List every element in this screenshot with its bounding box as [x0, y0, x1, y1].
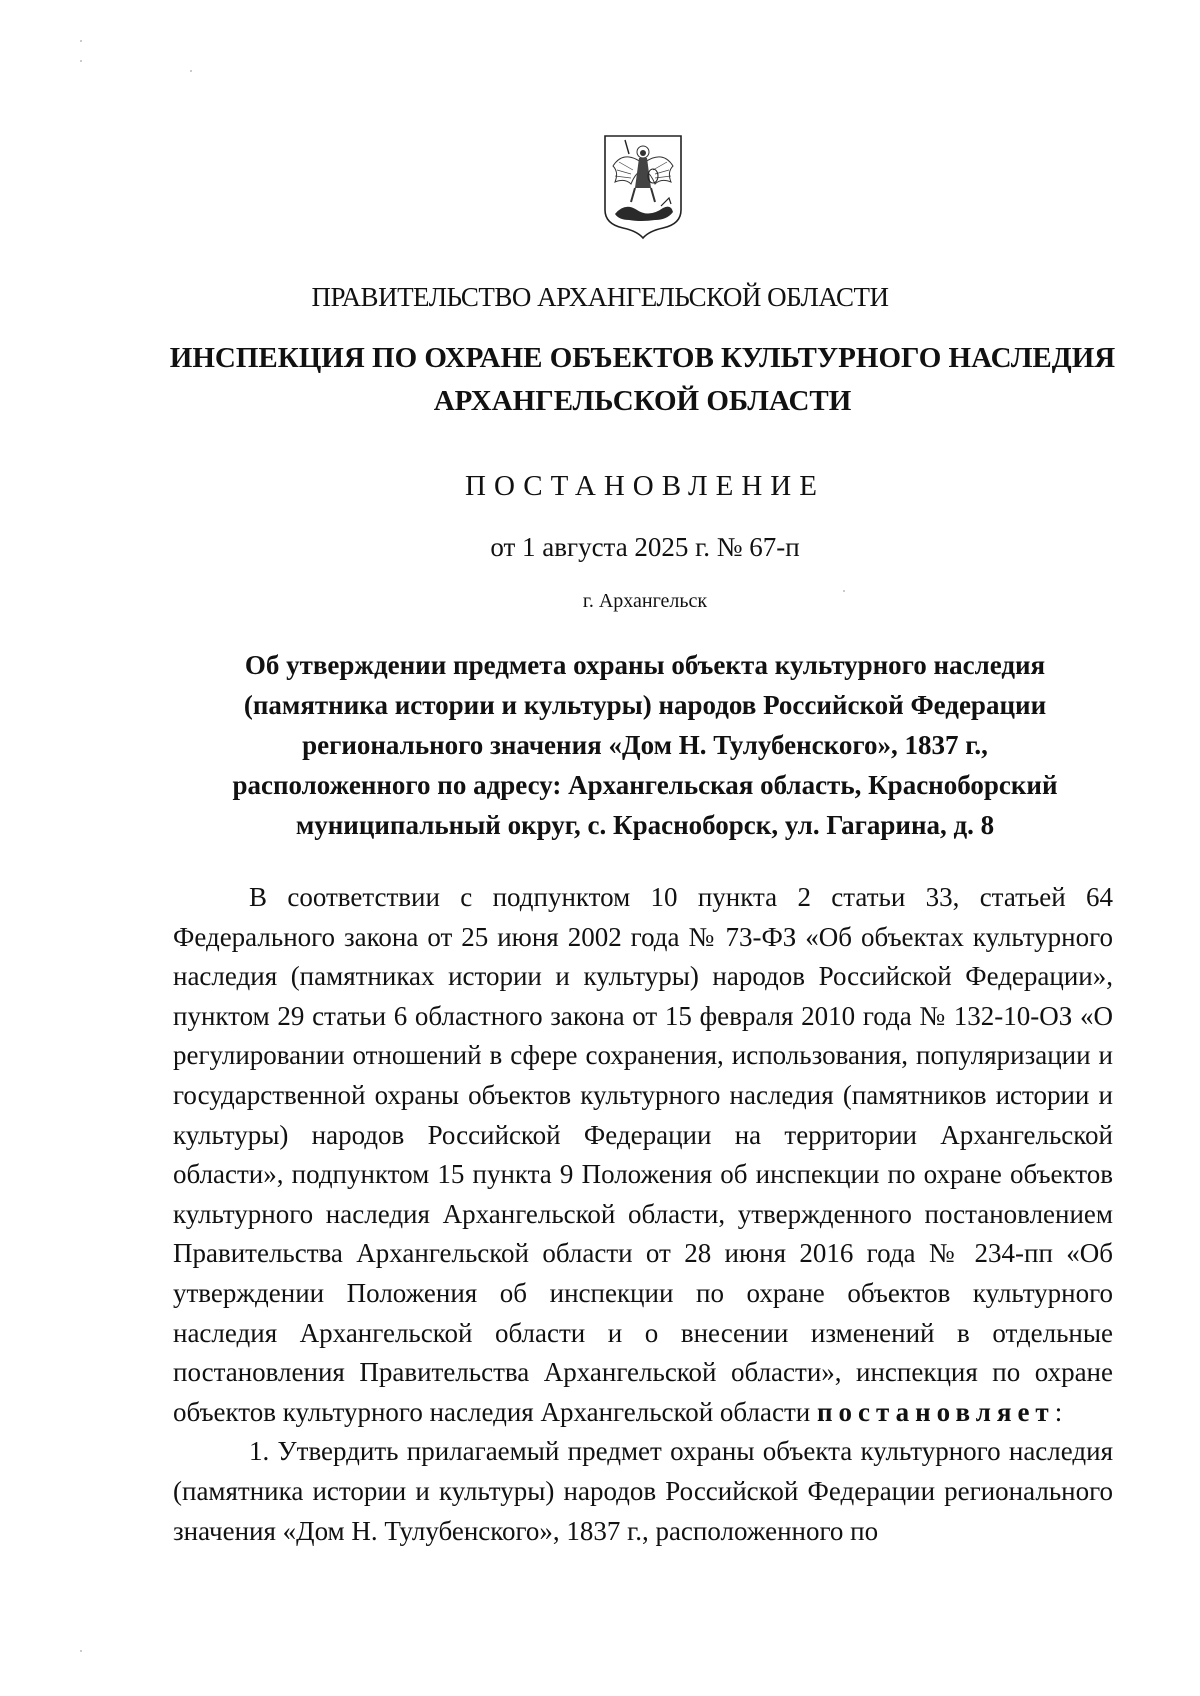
document-type: ПОСТАНОВЛЕНИЕ	[465, 470, 825, 502]
document-date-number: от 1 августа 2025 г. № 67-п	[490, 532, 800, 562]
document-place: г. Архангельск	[582, 590, 708, 612]
title-line-3: регионального значения «Дом Н. Тулубенского», 1837 г.,	[302, 730, 988, 760]
inspection-line-2: АРХАНГЕЛЬСКОЙ ОБЛАСТИ	[433, 385, 852, 417]
scan-speck	[843, 590, 845, 592]
scan-speck	[190, 70, 192, 72]
decree-word: постановляет	[816, 1396, 1055, 1427]
item-1-paragraph	[173, 1432, 1113, 1551]
item-1-text: 1. Утвердить прилагаемый предмет охраны объекта культурного наследия (памятника истории и культуры) народов Российской Федерации регионального значения «Дом Н. Тулубенского», 1837 г., расположенного по	[173, 1436, 1113, 1546]
inspection-line-1: ИНСПЕКЦИЯ ПО ОХРАНЕ ОБЪЕКТОВ КУЛЬТУРНОГО НАСЛЕДИЯ	[169, 342, 1116, 374]
inspection-name	[160, 337, 1125, 423]
scan-speck	[80, 1650, 82, 1652]
preamble-paragraph	[173, 878, 1113, 1432]
title-line-5: муниципальный округ, с. Красноборск, ул. Гагарина, д. 8	[295, 810, 995, 840]
government-name: ПРАВИТЕЛЬСТВО АРХАНГЕЛЬСКОЙ ОБЛАСТИ	[311, 282, 889, 312]
scan-speck	[80, 60, 82, 62]
document-body	[173, 878, 1113, 1551]
title-line-2: (памятника истории и культуры) народов Российской Федерации	[243, 690, 1047, 720]
title-line-1: Об утверждении предмета охраны объекта культурного наследия	[244, 650, 1046, 680]
document-title	[200, 645, 1090, 845]
coat-of-arms-icon	[601, 132, 685, 240]
decree-colon: :	[1054, 1396, 1063, 1427]
preamble-text: В соответствии с подпунктом 10 пункта 2 статьи 33, статьей 64 Федерального закона от 25 июня 2002 года № 73-ФЗ «Об объектах культурного наследия (памятниках истории и культуры) народов Российской Федерации», пунктом 29 статьи 6 областного закона от 15 февраля 2010 года № 132-10-ОЗ «О регулировании отношений в сфере сохранения, использования, популяризации и государственной охраны объектов культурного наследия (памятников истории и культуры) народов Российской Федерации на территории Архангельской области», подпунктом 15 пункта 9 Положения об инспекции по охране объектов культурного наследия Архангельской области, утвержденного постановлением Правительства Архангельской области от 28 июня 2016 года № 234-пп «Об утверждении Положения об инспекции по охране объектов культурного наследия Архангельской области и о внесении изменений в отдельные постановления Правительства Архангельской области», инспекция по охране объектов культурного наследия Архангельской области	[173, 882, 1113, 1427]
title-line-4: расположенного по адресу: Архангельская область, Красноборский	[232, 770, 1058, 800]
scan-speck	[80, 40, 82, 42]
